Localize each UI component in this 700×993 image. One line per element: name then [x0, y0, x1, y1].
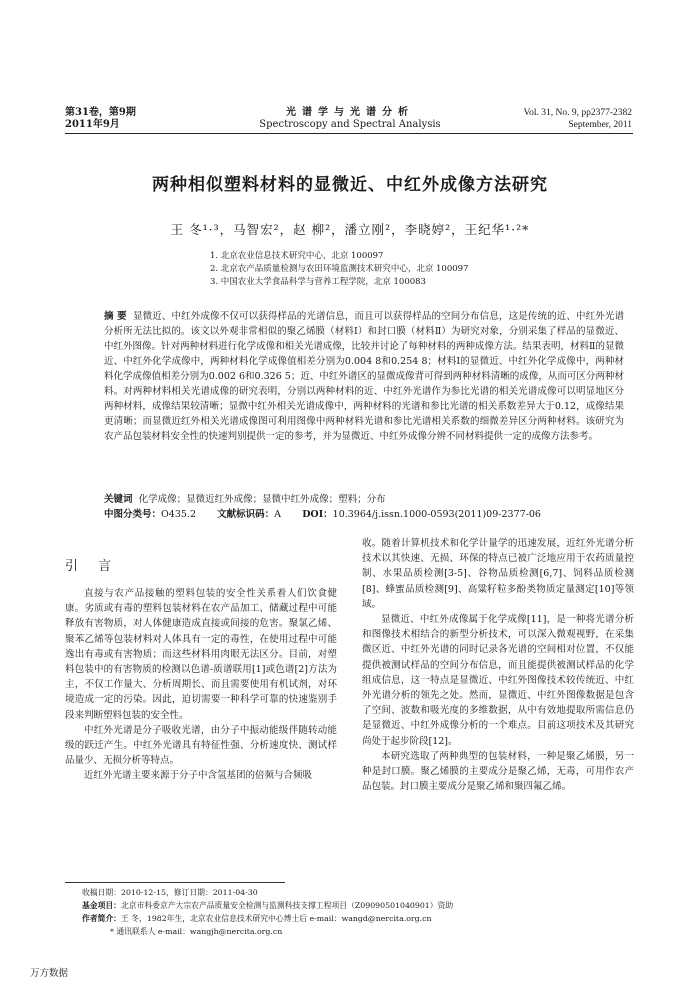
journal-name-en: Spectroscopy and Spectral Analysis: [259, 119, 441, 130]
funding-label: 基金项目：: [82, 901, 121, 910]
author-bio-label: 作者简介：: [82, 914, 121, 923]
paragraph: 中红外光谱是分子吸收光谱，由分子中振动能级伴随转动能级的跃迁产生。中红外光谱具有特征性强、分析速度快、测试样品量少、无损分析等特点。: [65, 724, 337, 767]
journal-name-zh: 光谱学与光谱分析: [286, 107, 414, 118]
volume-zh: 第31卷，第9期: [65, 107, 136, 118]
section-heading-intro: 引 言: [65, 559, 120, 574]
date-zh: 2011年9月: [65, 119, 120, 130]
code-value: A: [274, 509, 282, 520]
right-column: [362, 536, 634, 794]
code-label: 文献标识码：: [217, 509, 275, 520]
journal-issue-en: [523, 107, 632, 131]
paragraph: 本研究选取了两种典型的包装材料，一种是聚乙烯膜，另一种是封口膜。聚乙烯膜的主要成分是聚乙烯，无毒，可用作农产品包装。封口膜主要成分是聚乙烯和聚四氟乙烯。: [362, 750, 634, 793]
footnotes: [82, 886, 453, 938]
header-rule: [65, 133, 633, 134]
abstract-text: 显微近、中红外成像不仅可以获得样品的光谱信息，而且可以获得样品的空间分布信息，这是传统的近、中红外光谱分析所无法比拟的。该文以外观非常相似的聚乙烯膜（材料Ⅰ）和封口膜（材料Ⅱ）为研究对象，分别采集了样品的显微近、中红外图像。针对两种材料进行化学成像和相关光谱成像，比较并讨论了每种材料的两种成像方法。结果表明，材料Ⅱ的显微近、中红外化学成像中，两种材料化学成像值相差分别为0.004 8和0.254 8；材料Ⅰ的显微近、中红外化学成像中，两种材料化学成像值相差分别为0.002 6和0.326 5；近、中红外谱区的显微成像背可得到两种材料清晰的成像，从而可区分两种材料。对两种材料相关光谱成像的研究表明，分别以两种材料的近、中红外光谱作为参比光谱的相关光谱成像可以明显地区分两种材料，成像结果较清晰；显微中红外相关光谱成像中，两种材料的光谱和参比光谱的相关系数差异大于0.12，成像结果更清晰；而显微近红外相关光谱成像图可利用图像中两种材料光谱和参比光谱相关系数的细微差异区分两种材料。该研究为农产品包装材料安全性的快速判别提供一定的参考，并为显微近、中红外成像分辨不同材料提供一定的成像方法参考。: [104, 311, 624, 442]
paragraph: 收。随着计算机技术和化学计量学的迅速发展，近红外光谱分析技术以其快速、无损、环保的特点已被广泛地应用于农药质量控制、水果品质检测[3-5]、谷物品质检测[6,7]、饲料品质检测[8]、蜂蜜品质检测[9]、高粱籽粒多酚类物质定量测定[10]等领域。: [362, 538, 634, 610]
volume-en: Vol. 31, No. 9, pp2377-2382: [523, 108, 632, 118]
affiliations: [210, 250, 468, 289]
affiliation-1: 1. 北京农业信息技术研究中心，北京 100097: [210, 251, 384, 261]
left-column: [65, 586, 337, 784]
footnote-rule: [65, 882, 285, 883]
author-bio: [82, 912, 453, 925]
doi-value: 10.3964/j.issn.1000-0593(2011)09-2377-06: [332, 509, 541, 520]
paragraph: 显微近、中红外成像属于化学成像[11]，是一种将光谱分析和图像技术相结合的新型分析技术，可以深入微观视野，在采集微区近、中红外光谱的同时记录各光谱的空间相对位置，不仅能提供被测试样品的空间分布信息，而且能提供被测试样品的化学组成信息，这一特点是显微近、中红外图像技术较传统近、中红外光谱分析的领先之处。然而，显微近、中红外图像数据是包含了空间、波数和吸光度的多维数据，从中有效地提取所需信息仍是显微近、中红外成像分析的一个难点。目前这项技术及其研究尚处于起步阶段[12]。: [362, 614, 634, 747]
paragraph: 近红外光谱主要来源于分子中含氢基团的倍频与合频吸: [84, 770, 313, 782]
abstract-label: 摘 要: [104, 311, 127, 322]
watermark: 万方数据: [30, 968, 69, 979]
author-list: 王 冬¹·³，马智宏²，赵 柳²，潘立刚²，李晓婷²，王纪华¹·²*: [170, 222, 530, 237]
date-en: September, 2011: [568, 120, 632, 130]
paragraph: 直接与农产品接触的塑料包装的安全性关系着人们饮食健康。劣质或有毒的塑料包装材料在农产品加工、储藏过程中可能释放有害物质，对人体健康造成直接或间接的危害。聚氯乙烯、聚苯乙烯等包装材料对人体具有一定的毒性，在使用过程中可能逸出有毒或有害物质；而这些材料用肉眼无法区分。目前，对塑料包装中的有害物质的检测以色谱-质谱联用[1]或色谱[2]方法为主，不仅工作量大、分析周期长、而且需要使用有机试剂，对环境造成一定的污染。因此，迫切需要一种科学可靠的快速鉴别手段来判断塑料包装的安全性。: [65, 588, 337, 721]
received-date: 收稿日期：2010-12-15，修订日期：2011-04-30: [82, 888, 258, 897]
paper-title: 两种相似塑料材料的显微近、中红外成像方法研究: [152, 175, 548, 195]
abstract: [104, 309, 624, 444]
classification-line: [104, 507, 624, 522]
keywords-text: 化学成像；显微近红外成像；显微中红外成像；塑料；分布: [138, 494, 386, 505]
funding-line: [82, 899, 453, 912]
funding-text: 北京市科委京产大宗农产品质量安全检测与监测科技支撑工程项目（Z09090501040901）资助: [120, 901, 454, 910]
clc-value: O435.2: [161, 509, 197, 520]
keywords-label: 关键词: [104, 494, 133, 505]
doi-label: DOI：: [302, 509, 333, 520]
affiliation-2: 2. 北京农产品质量检测与农田环境监测技术研究中心，北京 100097: [210, 264, 469, 274]
author-bio-text: 王 冬，1982年生，北京农业信息技术研究中心博士后 e-mail：wangd@nercita.org.cn: [120, 914, 432, 923]
keywords-block: [104, 492, 624, 522]
corresponding-author: * 通讯联系人 e-mail：wangjh@nercita.org.cn: [110, 927, 283, 936]
affiliation-3: 3. 中国农业大学食品科学与营养工程学院，北京 100083: [210, 277, 426, 287]
clc-label: 中图分类号：: [104, 509, 162, 520]
